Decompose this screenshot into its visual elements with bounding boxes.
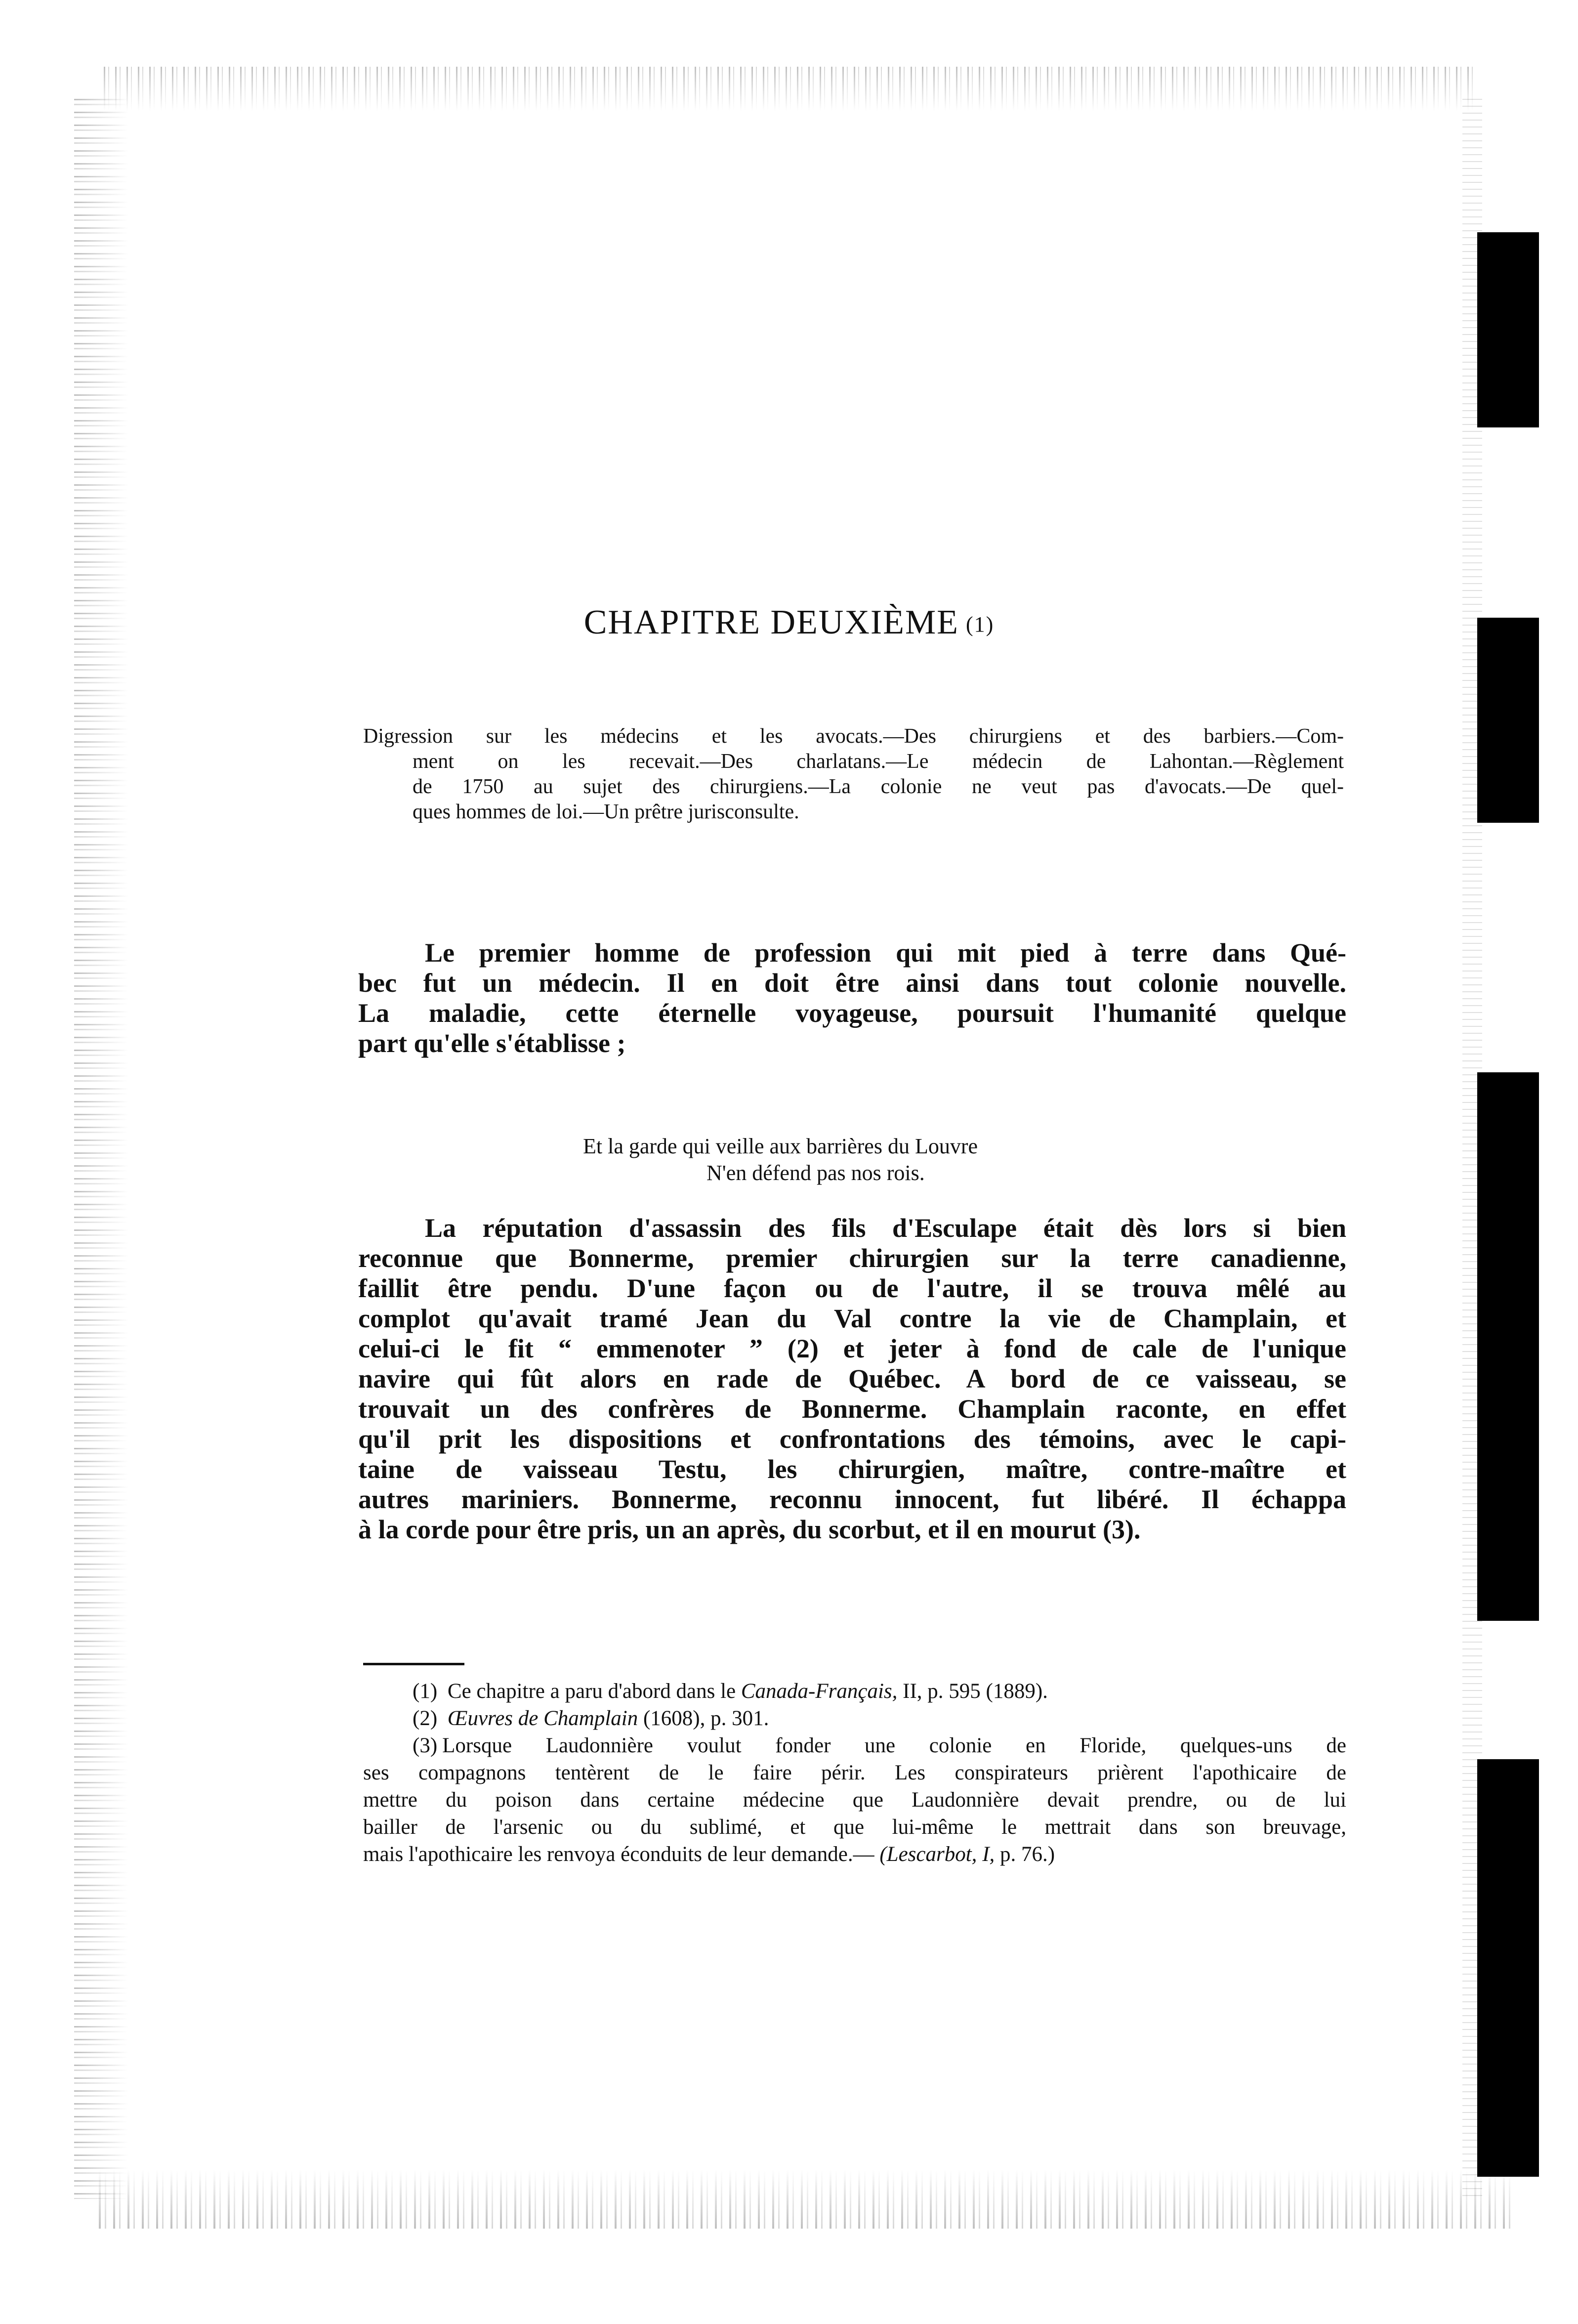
body-line: Le premier homme de profession qui mit pied à terre dans Qué- xyxy=(425,938,1346,968)
footnote-number: (3) xyxy=(413,1734,438,1757)
paragraph-1 xyxy=(358,938,1346,1058)
footnote-citation: p. 76.) xyxy=(1000,1843,1055,1866)
body-line: reconnue que Bonnerme, premier chirurgien sur la terre canadienne, xyxy=(358,1243,1346,1273)
body-line: trouvait un des confrères de Bonnerme. Champlain raconte, en effet xyxy=(358,1394,1346,1424)
chapter-summary xyxy=(363,724,1344,825)
summary-line: Digression sur les médecins et les avocats.—Des chirurgiens et des barbiers.—Com- xyxy=(363,725,1344,748)
summary-line: de 1750 au sujet des chirurgiens.—La colonie ne veut pas d'avocats.—De quel- xyxy=(413,775,1344,798)
chapter-title xyxy=(0,605,1578,640)
scan-noise-top xyxy=(104,67,1477,111)
footnote-text: (1608), p. 301. xyxy=(643,1707,769,1730)
footnote-citation: I, xyxy=(982,1843,995,1866)
footnote-3-line: ses compagnons tentèrent de le faire périr. Les conspirateurs prièrent l'apothicaire de xyxy=(363,1761,1346,1784)
footnote-text: mais l'apothicaire les renvoya éconduits de leur demande.— xyxy=(363,1843,874,1866)
scan-noise-bottom xyxy=(99,2169,1512,2229)
footnote-number: (2) xyxy=(413,1707,438,1730)
footnote-2 xyxy=(363,1705,1346,1732)
body-line: autres mariniers. Bonnerme, reconnu innocent, fut libéré. Il échappa xyxy=(358,1484,1346,1514)
verse-line-2: N'en défend pas nos rois. xyxy=(706,1161,925,1185)
body-line: navire qui fût alors en rade de Québec. A bord de ce vaisseau, se xyxy=(358,1364,1346,1394)
summary-line: ment on les recevait.—Des charlatans.—Le médecin de Lahontan.—Règlement xyxy=(413,750,1344,773)
footnote-3-line: bailler de l'arsenic ou du sublimé, et que lui-même le mettrait dans son breuvage, xyxy=(363,1816,1346,1839)
body-line: La maladie, cette éternelle voyageuse, poursuit l'humanité quelque xyxy=(358,998,1346,1028)
footnote-text: II, p. 595 (1889). xyxy=(903,1680,1048,1703)
body-line: part qu'elle s'établisse ; xyxy=(358,1028,626,1058)
body-line: qu'il prit les dispositions et confrontations des témoins, avec le capi- xyxy=(358,1424,1346,1454)
body-line: à la corde pour être pris, un an après, du scorbut, et il en mourut (3). xyxy=(358,1515,1141,1544)
body-line: celui-ci le fit “ emmenoter ” (2) et jeter à fond de cale de l'unique xyxy=(358,1334,1346,1363)
body-line: bec fut un médecin. Il en doit être ainsi dans tout colonie nouvelle. xyxy=(358,968,1346,998)
binding-bar xyxy=(1477,1072,1539,1621)
footnote-3 xyxy=(363,1732,1346,1759)
footnote-source: Œuvres de Champlain xyxy=(447,1707,638,1730)
binding-bar xyxy=(1477,1759,1539,2177)
summary-line: ques hommes de loi.—Un prêtre jurisconsulte. xyxy=(413,801,799,823)
footnote-ref-1: (1) xyxy=(965,612,995,636)
chapter-title-text: CHAPITRE DEUXIÈME xyxy=(583,603,959,641)
verse-line-1: Et la garde qui veille aux barrières du Louvre xyxy=(583,1134,978,1158)
footnote-text: Ce chapitre a paru d'abord dans le xyxy=(447,1680,736,1703)
body-line: faillit être pendu. D'une façon ou de l'autre, il se trouva mêlé au xyxy=(358,1273,1346,1303)
footnote-3-line: mettre du poison dans certaine médecine que Laudonnière devait prendre, ou de lui xyxy=(363,1788,1346,1812)
paragraph-2 xyxy=(358,1213,1346,1545)
footnote-1 xyxy=(363,1678,1346,1705)
footnote-text: Lorsque Laudonnière voulut fonder une colonie en Floride, quelques-uns de xyxy=(442,1734,1346,1757)
body-line: taine de vaisseau Testu, les chirurgien, maître, contre-maître et xyxy=(358,1454,1346,1484)
footnote-3-line-last xyxy=(363,1841,1346,1868)
footnote-rule xyxy=(363,1663,464,1665)
footnote-source: Canada-Français, xyxy=(741,1680,898,1703)
binding-bar xyxy=(1477,232,1539,427)
scan-noise-left xyxy=(74,99,128,2199)
body-line: complot qu'avait tramé Jean du Val contre la vie de Champlain, et xyxy=(358,1304,1346,1333)
footnote-citation: (Lescarbot, xyxy=(879,1843,977,1866)
footnote-number: (1) xyxy=(413,1680,438,1703)
footnotes xyxy=(363,1678,1346,1868)
binding-bar xyxy=(1477,618,1539,823)
body-line: La réputation d'assassin des fils d'Esculape était dès lors si bien xyxy=(425,1213,1346,1243)
